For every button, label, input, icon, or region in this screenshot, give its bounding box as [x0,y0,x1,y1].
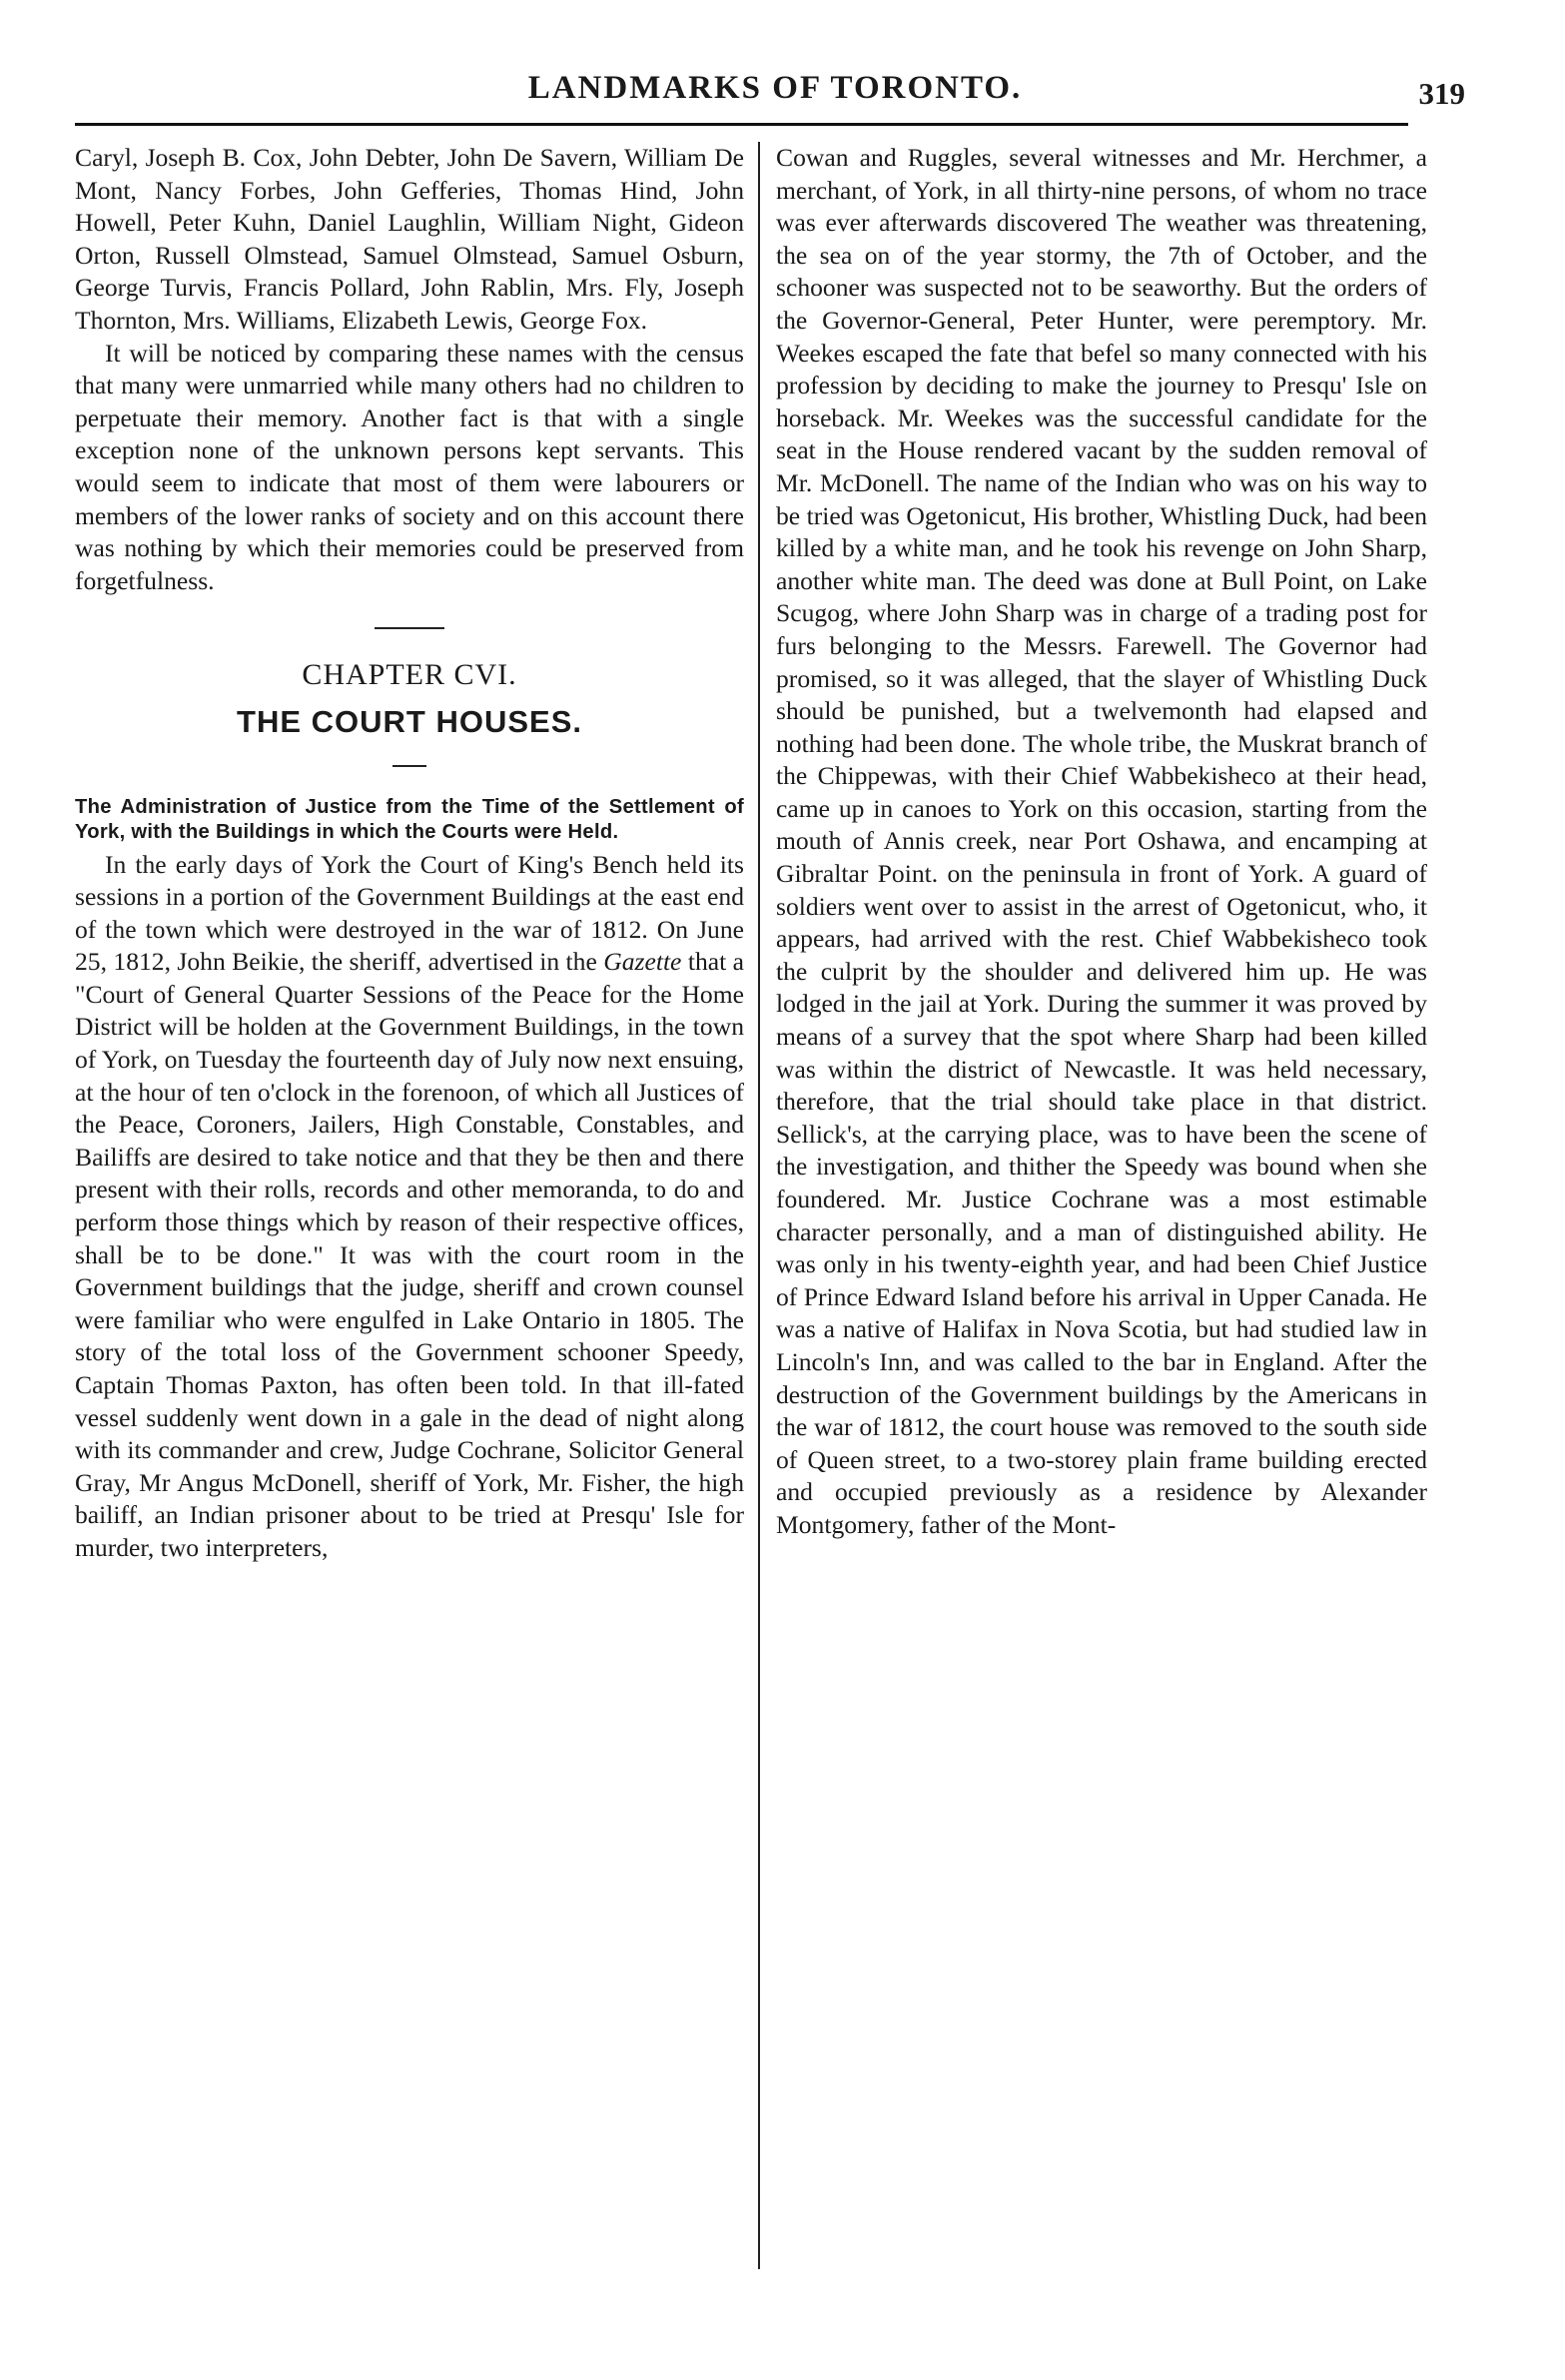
chapter-number: CHAPTER CVI. [302,658,517,692]
right-column [776,142,1427,1542]
title-separator [392,765,426,767]
chapter-subheading: The Administration of Justice from the Time of the Settlement of York, with the Buildings in which the Courts were Held. [75,795,744,843]
body-text-start: In the early days of York the Court of King's Bench held its sessions in a portion of the Government Buildings at the east end of the town which were destroyed in the war of 1812. On June 25, 1812, John Beikie, the sheriff, advertised in the [75,849,744,977]
chapter-title: THE COURT HOUSES. [237,703,582,739]
column-divider [758,142,760,2269]
gazette-title: Gazette [603,947,682,977]
section-separator [375,627,444,629]
names-paragraph: Caryl, Joseph B. Cox, John Debter, John De Savern, William De Mont, Nancy Forbes, John Gefferies, Thomas Hind, John Howell, Peter Kuhn, Daniel Laughlin, William Night, Gideon Orton, Russell Olmstead, Samuel Olmstead, Samuel Osburn, George Turvis, Francis Pollard, John Rablin, Mrs. Fly, Joseph Thornton, Mrs. Williams, Elizabeth Lewis, George Fox. [75,143,744,335]
body-paragraph [75,849,744,1565]
left-column [75,142,744,1565]
page-header [75,62,1475,132]
body-text-continued: that a "Court of General Quarter Sessions of the Peace for the Home District will be holden at the Government Buildings, in the town of York, on Tuesday the fourteenth day of July now next ensuing, at the hour of ten o'clock in the forenoon, of which all Justices of the Peace, Coroners, Jailers, High Constable, Constables, and Bailiffs are desired to take notice and that they be then and there present with their rolls, records and other memoranda, to do and perform those things which by reason of their respective offices, shall be to be done." It was with the court room in the Government buildings that the judge, sheriff and crown counsel were familiar who were engulfed in Lake Ontario in 1805. The story of the total loss of the Government schooner Speedy, Captain Thomas Paxton, has often been told. In that ill-fated vessel suddenly went down in a gale in the dead of night along with its commander and crew, Judge Cochrane, Solicitor General Gray, Mr Angus McDonell, sheriff of York, Mr. Fisher, the high bailiff, an Indian prisoner about to be tried at Presqu' Isle for murder, two interpreters, [75,947,744,1562]
right-body-paragraph: Cowan and Ruggles, several witnesses and Mr. Herchmer, a merchant, of York, in all thirty-nine persons, of whom no trace was ever afterwards discovered The weather was threatening, the sea on of the year stormy, the 7th of October, and the schooner was suspected not to be seaworthy. But the orders of the Governor-General, Peter Hunter, were peremptory. Mr. Weekes escaped the fate that befel so many connected with his profession by deciding to make the journey to Presqu' Isle on horseback. Mr. Weekes was the successful candidate for the seat in the House rendered vacant by the sudden removal of Mr. McDonell. The name of the Indian who was on his way to be tried was Ogetonicut, His brother, Whistling Duck, had been killed by a white man, and he took his revenge on John Sharp, another white man. The deed was done at Bull Point, on Lake Scugog, where John Sharp was in charge of a trading post for furs belonging to the Messrs. Farewell. The Governor had promised, so it was alleged, that the slayer of Whistling Duck should be punished, but a twelvemonth had elapsed and nothing had been done. The whole tribe, the Muskrat branch of the Chippewas, with their Chief Wabbekisheco at their head, came up in canoes to York on this occasion, starting from the mouth of Annis creek, near Port Oshawa, and encamping at Gibraltar Point. on the peninsula in front of York. A guard of soldiers went over to assist in the arrest of Ogetonicut, who, it appears, had arrived with the rest. Chief Wabbekisheco took the culprit by the shoulder and delivered him up. He was lodged in the jail at York. During the summer it was proved by means of a survey that the spot where Sharp had been killed was within the district of Newcastle. It was held necessary, therefore, that the trial should take place in that district. Sellick's, at the carrying place, was to have been the scene of the investigation, and thither the Speedy was bound when she foundered. Mr. Justice Cochrane was a most estimable character personally, and a man of distinguished ability. He was only in his twenty-eighth year, and had been Chief Justice of Prince Edward Island before his arrival in Upper Canada. He was a native of Halifax in Nova Scotia, but had studied law in Lincoln's Inn, and was called to the bar in England. After the destruction of the Government buildings by the Americans in the war of 1812, the court house was removed to the south side of Queen street, to a two-storey plain frame building erected and occupied previously as a residence by Alexander Montgomery, father of the Mont- [776,143,1427,1539]
census-paragraph: It will be noticed by comparing these names with the census that many were unmarried while many others had no children to perpetuate their memory. Another fact is that with a single exception none of the unknown persons kept servants. This would seem to indicate that most of them were labourers or members of the lower ranks of society and on this account there was nothing by which their memories could be preserved from forgetfulness. [75,338,744,595]
header-rule [75,123,1408,126]
running-title: LANDMARKS OF TORONTO. [527,70,1023,106]
page-number: 319 [1418,76,1465,111]
